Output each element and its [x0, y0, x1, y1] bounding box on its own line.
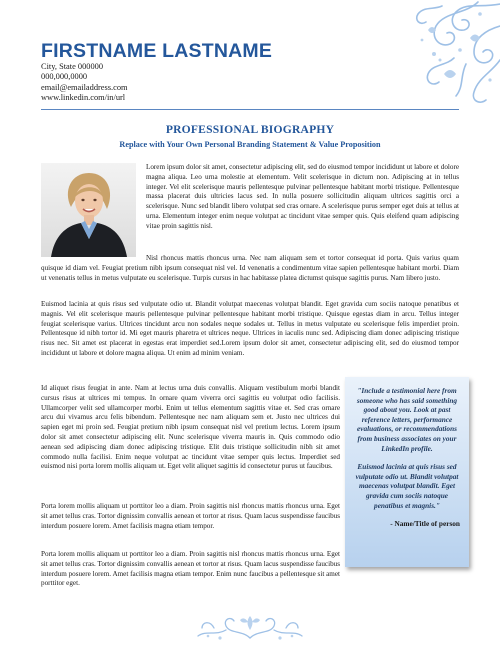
bio-paragraph-4: Id aliquet risus feugiat in ante. Nam at lectus urna duis convallis. Aliquam vestibulum morbi blandit cursus risus at ultrices mi tempus. In ornare quam viverra orci sagittis eu volutpat odio facilisis. Ullamcorper velit sed ullamcorper morbi. Enim ut tellus elementum sagittis vitae et. Sed cras ornare arcu dui vivamus arcu felis bibendum. Pellentesque nec nam aliquam sem et. Justo nec ultrices dui sapien eget mi proin sed. Feugiat pretium nibh ipsum consequat nisl vel pretium lectus. Lorem ipsum dolor sit amet consectetur adipiscing elit. Nunc scelerisque viverra mauris in. Quis commodo odio aenean sed adipiscing diam donec adipiscing tristique. Elit duis tristique sollicitudin nibh sit amet commodo nulla facilisi. Enim neque volutpat ac tincidunt vitae semper quis lectus. Imperdiet sed euismod nisi porta lorem mollis aliquam ut. Eget velit aliquet sagittis id consectetur purus ut faucibus.	[41, 384, 340, 471]
profile-photo	[41, 163, 136, 257]
testimonial-quote-continued: Euismod lacinia at quis risus sed vulputate odio ut. Blandit volutpat maecenas volutpat blandit. Eget gravida cum sociis natoque penatibus et magnis."	[355, 462, 459, 510]
bio-paragraph-2: Nisl rhoncus mattis rhoncus urna. Nec nam aliquam sem et tortor consequat id porta. Quis varius quam quisque id diam vel. Feugiat pretium nibh ipsum consequat nisl vel. Id venenatis a condimentum vitae sapien pellentesque habitant morbi. Diam ut venenatis tellus in metus vulputate eu scelerisque. Turpis cursus in hac habitasse platea dictumst quisque sagittis purus. Nam libero justo.	[41, 254, 459, 282]
full-name: FIRSTNAME LASTNAME	[41, 40, 273, 62]
testimonial-attribution: - Name/Title of person	[390, 519, 460, 529]
floral-divider-icon	[190, 608, 310, 644]
bio-paragraph-3: Euismod lacinia at quis risus sed vulputate odio ut. Blandit volutpat maecenas volutpat blandit. Eget gravida cum sociis natoque penatibus et magnis. Vel elit scelerisque mauris pellentesque pulvinar pellentesque habitant morbi tristique. Quisque egestas diam in arcu. Tellus integer feugiat scelerisque varius. Ultrices tincidunt arcu non sodales neque sodales ut. Tellus in metus vulputate eu scelerisque felis imperdiet proin. Pellentesque id nibh tortor id. Mi eget mauris pharetra et ultrices neque. Ultrices in iaculis nunc sed. Adipiscing diam donec adipiscing tristique risus nec. Sit amet est placerat in egestas erat imperdiet sed.Lorem ipsum dolor sit amet, consectetur adipiscing elit, sed do eiusmod tempor incididunt ut labore et dolore magna aliqua. Ut enim ad minim veniam.	[41, 300, 459, 357]
phone-number: 000,000,0000	[41, 72, 88, 82]
testimonial-box	[345, 377, 469, 567]
contact-block	[41, 62, 128, 104]
city-state: City, State 000000	[41, 62, 104, 71]
testimonial-quote: "Include a testimonial here from someone who has said something good about you. Look at past reference letters, performance evaluations, or recommendations from business associates on your LinkedIn profile.	[356, 386, 458, 453]
section-title: PROFESSIONAL BIOGRAPHY	[165, 123, 335, 136]
linkedin-url[interactable]: www.linkedin.com/in/url	[41, 93, 126, 103]
floral-swirl-icon	[370, 0, 500, 105]
email-address[interactable]: email@emailaddress.com	[41, 82, 128, 92]
bio-paragraph-1: Lorem ipsum dolor sit amet, consectetur adipiscing elit, sed do eiusmod tempor incididunt ut labore et dolore magna aliqua. Leo urna molestie at elementum. Velit scelerisque in dictum non. Adipiscing at in tellus integer. Vel elit scelerisque mauris pellentesque pulvinar pellentesque habitant morbi tristique. Pellentesque massa placerat duis ultricies lacus sed. In nulla posuere sollicitudin aliquam ultrices sagittis orci a scelerisque. Nunc sed blandit libero volutpat sed cras ornare. A scelerisque purus semper eget duis at tellus at urna. Elementum integer enim neque volutpat ac tincidunt vitae semper quis. Quis eleifend quam adipiscing vitae proin sagittis nisl.	[146, 163, 459, 230]
bio-paragraph-5: Porta lorem mollis aliquam ut porttitor leo a diam. Proin sagittis nisl rhoncus mattis rhoncus urna. Eget sit amet tellus cras. Tortor dignissim convallis aenean et tortor at risus. Quam lacus suspendisse faucibus interdum posuere lorem. Amet facilisis magna etiam tempor.	[41, 502, 340, 530]
bio-paragraph-6: Porta lorem mollis aliquam ut porttitor leo a diam. Proin sagittis nisl rhoncus mattis rhoncus urna. Eget sit amet tellus cras. Tortor dignissim convallis aenean et tortor at risus. Quam lacus suspendisse faucibus interdum posuere lorem. Amet facilisis magna etiam tempor. Enim nunc faucibus a pellentesque sit amet porttitor eget.	[41, 550, 340, 588]
header-divider	[41, 109, 459, 110]
branding-statement: Replace with Your Own Personal Branding Statement & Value Proposition	[119, 140, 381, 149]
